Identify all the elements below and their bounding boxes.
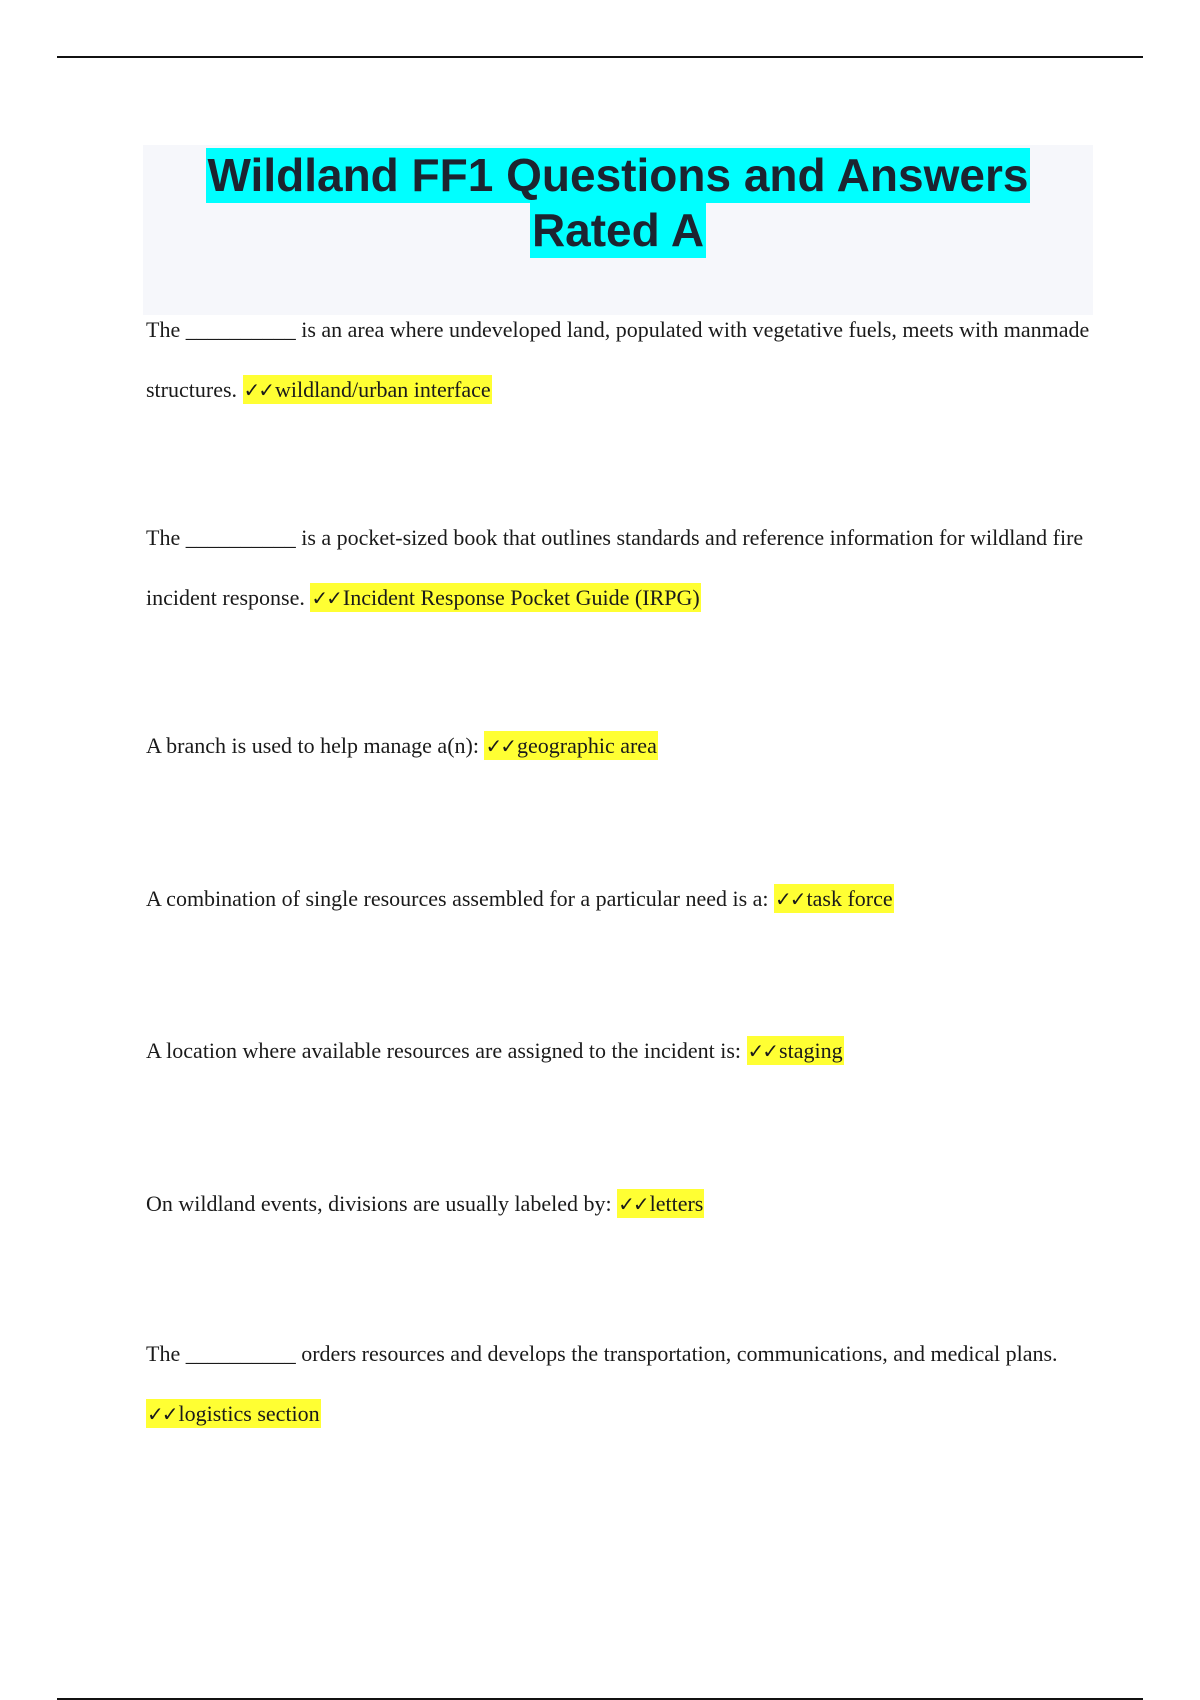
page-title-line-2: Rated A: [531, 204, 705, 256]
answer-highlight: [774, 884, 894, 913]
question-text: A combination of single resources assembled for a particular need is a:: [146, 886, 769, 911]
answer-highlight: [310, 583, 700, 612]
answer-highlight: [243, 375, 492, 404]
answer-text: logistics section: [178, 1401, 320, 1426]
double-check-icon: ✓✓: [311, 586, 341, 610]
double-check-icon: ✓✓: [747, 1039, 778, 1063]
question-text: The __________ orders resources and develops the transportation, communications, and medical plans.: [146, 1341, 1058, 1366]
qa-item: [146, 300, 1096, 420]
answer-text: wildland/urban interface: [275, 377, 491, 402]
answer-highlight: [146, 1399, 321, 1428]
answer-text: letters: [649, 1191, 704, 1216]
double-check-icon: ✓✓: [485, 734, 515, 758]
double-check-icon: ✓✓: [147, 1402, 177, 1426]
answer-text: task force: [806, 886, 893, 911]
answer-text: Incident Response Pocket Guide (IRPG): [342, 585, 700, 610]
qa-item: [146, 716, 1096, 776]
answer-text: staging: [779, 1038, 843, 1063]
qa-item: [146, 1174, 1096, 1234]
header-rule: [57, 56, 1143, 58]
page-title-line-1: Wildland FF1 Questions and Answers: [207, 149, 1029, 201]
answer-highlight: [617, 1189, 704, 1218]
qa-item: [146, 1021, 1096, 1081]
double-check-icon: ✓✓: [775, 887, 805, 911]
question-text: The __________ is a pocket-sized book that outlines standards and reference information for wildland fire incident response.: [146, 525, 1084, 610]
qa-item: [146, 508, 1096, 628]
qa-item: [146, 1324, 1096, 1444]
answer-highlight: [747, 1036, 844, 1065]
title-block: [143, 145, 1093, 315]
question-text: A location where available resources are assigned to the incident is:: [146, 1038, 742, 1063]
question-text: The __________ is an area where undeveloped land, populated with vegetative fuels, meets with manmade structures.: [146, 317, 1090, 402]
question-text: On wildland events, divisions are usually labeled by:: [146, 1191, 612, 1216]
double-check-icon: ✓✓: [618, 1192, 648, 1216]
qa-item: [146, 869, 1096, 929]
question-text: A branch is used to help manage a(n):: [146, 733, 479, 758]
double-check-icon: ✓✓: [243, 378, 274, 402]
answer-text: geographic area: [516, 733, 657, 758]
answer-highlight: [484, 731, 657, 760]
